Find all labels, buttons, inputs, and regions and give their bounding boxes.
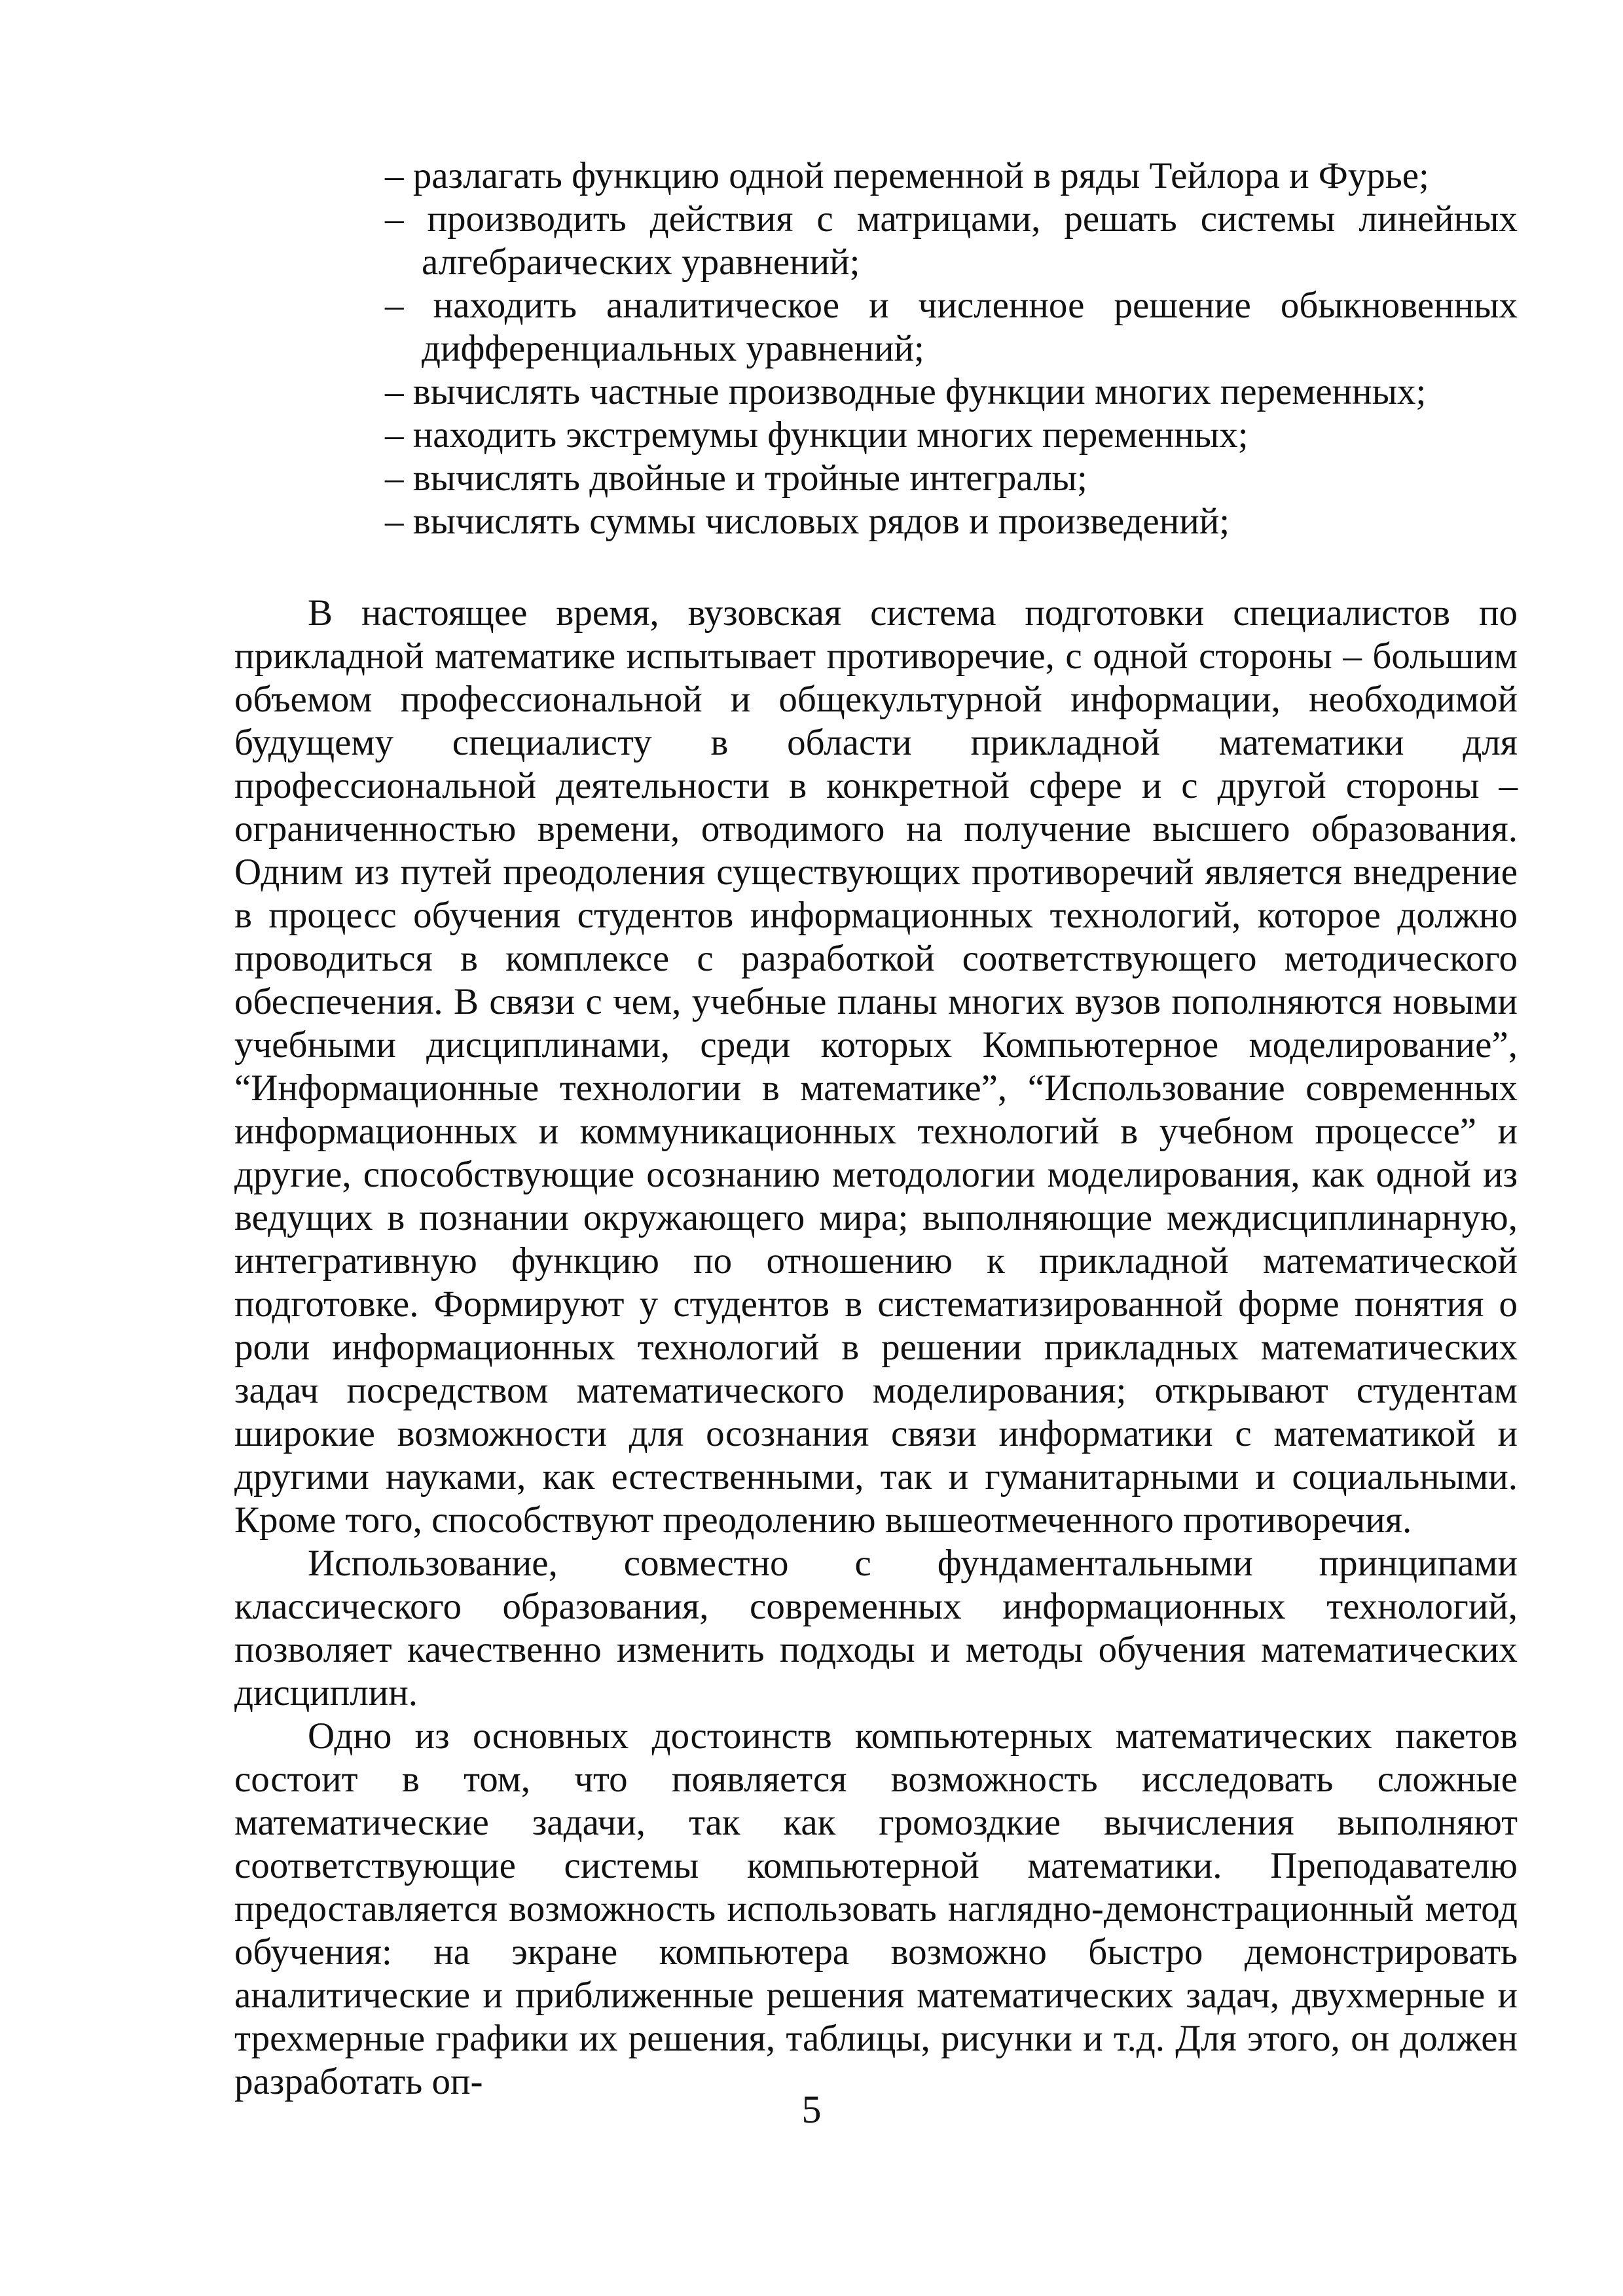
paragraph-3: Одно из основных достоинств компьютерных математических пакетов состоит в том, что появляется возможность исследовать сложные математические задачи, так как громоздкие вычисления выполняют соответствующие системы компьютерной математики. Преподавателю предоставляется возможность использовать наглядно-демонстрационный метод обучения: на экране компьютера возможно быстро демонстрировать аналитические и приближенные решения математических задач, двухмерные и трехмерные графики их решения, таблицы, рисунки и т.д. Для этого, он должен разработать оп- [234, 1715, 1518, 2102]
bullet-item: – находить экстремумы функции многих переменных; [385, 414, 1249, 456]
bullet-item: – производить действия с матрицами, решать системы линейных алгебраических уравнений; [385, 198, 1518, 283]
bullet-item: – находить аналитическое и численное решение обыкновенных дифференциальных уравнений; [385, 285, 1518, 369]
page-number: 5 [801, 2088, 822, 2131]
bullet-item: – вычислять частные производные функции многих переменных; [385, 371, 1427, 412]
paragraph-1: В настоящее время, вузовская система подготовки специалистов по прикладной математике испытывает противоречие, с одной стороны – большим объемом профессиональной и общекультурной информации, необходимой будущему специалисту в области прикладной математики для профессиональной деятельности в конкретной сфере и с другой стороны – ограниченностью времени, отводимого на получение высшего образования. Одним из путей преодоления существующих противоречий является внедрение в процесс обучения студентов информационных технологий, которое должно проводиться в комплексе с разработкой соответствующего методического обеспечения. В связи с чем, учебные планы многих вузов пополняются новыми учебными дисциплинами, среди которых Компьютерное моделирование”, “Информационные технологии в математике”, “Использование современных информационных и коммуникационных технологий в учебном процессе” и другие, способствующие осознанию методологии моделирования, как одной из ведущих в познании окружающего мира; выполняющие междисциплинарную, интегративную функцию по отношению к прикладной математической подготовке. Формируют у студентов в систематизированной форме понятия о роли информационных технологий в решении прикладных математических задач посредством математического моделирования; открывают студентам широкие возможности для осознания связи информатики с математикой и другими науками, как естественными, так и гуманитарными и социальными. Кроме того, способствуют преодолению вышеотмеченного противоречия. [234, 592, 1518, 1541]
paragraph-2: Использование, совместно с фундаментальными принципами классического образования, современных информационных технологий, позволяет качественно изменить подходы и методы обучения математических дисциплин. [234, 1543, 1518, 1713]
bullet-item: – вычислять суммы числовых рядов и произведений; [385, 501, 1230, 542]
bullet-item: – вычислять двойные и тройные интегралы; [385, 457, 1087, 499]
body-text [234, 592, 1518, 2104]
bullet-item: – разлагать функцию одной переменной в ряды Тейлора и Фурье; [385, 155, 1429, 196]
skills-bullet-list [385, 154, 1518, 543]
